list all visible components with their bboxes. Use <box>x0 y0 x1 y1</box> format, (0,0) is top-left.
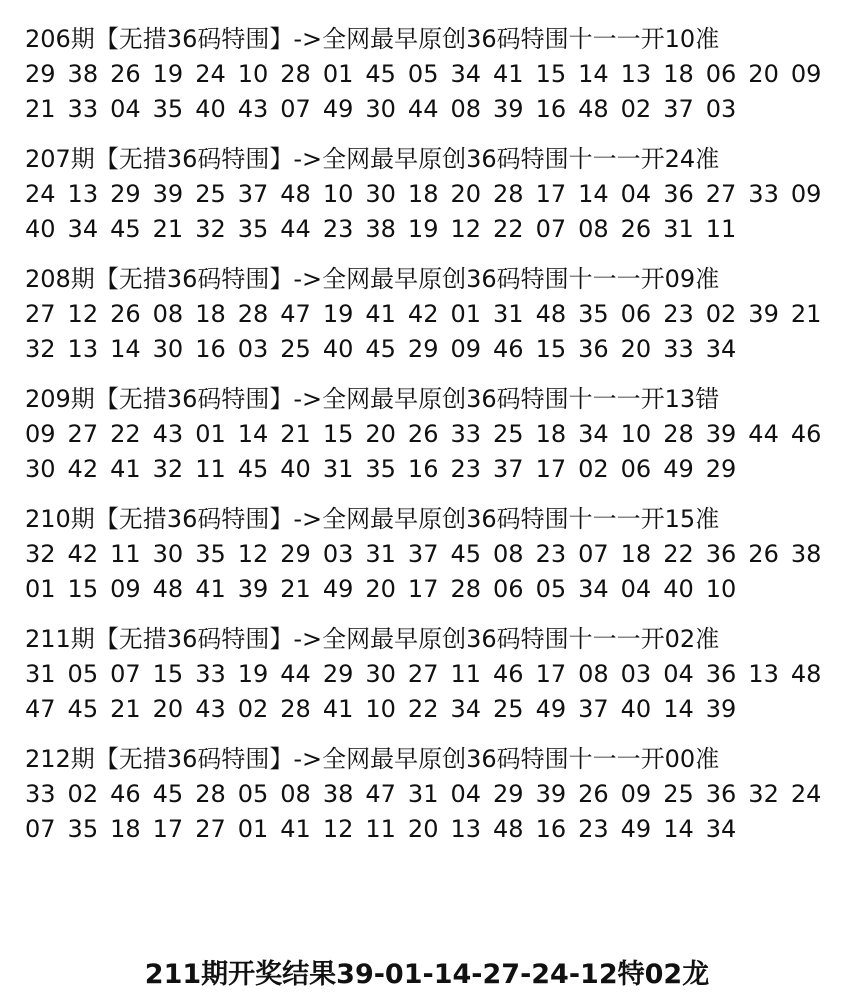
entry-208 <box>25 262 845 382</box>
number-cell: 05 <box>407 60 439 88</box>
number-cell: 32 <box>195 215 226 243</box>
number-cell: 36 <box>663 180 694 208</box>
number-cell: 18 <box>663 60 694 88</box>
numbers-row-1 <box>25 777 845 812</box>
numbers-row-1 <box>25 57 845 92</box>
entry-207 <box>25 142 845 262</box>
draw-result: 211期开奖结果39-01-14-27-24-12特02龙 <box>144 959 710 990</box>
number-cell: 33 <box>450 420 482 448</box>
number-cell: 16 <box>407 455 439 483</box>
number-cell: 38 <box>365 215 396 243</box>
number-cell: 34 <box>450 60 482 88</box>
number-cell: 37 <box>663 95 694 123</box>
number-cell: 21 <box>152 215 184 243</box>
number-cell: 07 <box>25 815 56 843</box>
number-cell: 28 <box>280 695 311 723</box>
number-cell: 28 <box>195 780 226 808</box>
number-cell: 20 <box>407 815 439 843</box>
number-cell: 06 <box>705 60 737 88</box>
number-cell: 26 <box>748 540 779 568</box>
number-cell: 29 <box>280 540 311 568</box>
number-cell: 02 <box>237 695 269 723</box>
number-cell: 06 <box>493 575 524 603</box>
number-cell: 02 <box>620 95 652 123</box>
number-cell: 19 <box>407 215 439 243</box>
number-cell: 43 <box>195 695 226 723</box>
entry-header: 209期【无措36码特围】->全网最早原创36码特围十一一开13错 <box>25 385 720 413</box>
number-cell: 11 <box>705 215 737 243</box>
number-cell: 20 <box>152 695 184 723</box>
number-cell: 18 <box>535 420 567 448</box>
number-cell: 37 <box>237 180 269 208</box>
number-cell: 27 <box>25 300 56 328</box>
number-cell: 09 <box>790 60 822 88</box>
number-cell: 37 <box>578 695 609 723</box>
number-cell: 14 <box>110 335 141 363</box>
number-cell: 41 <box>493 60 524 88</box>
number-cell: 39 <box>493 95 524 123</box>
number-cell: 21 <box>280 575 311 603</box>
number-cell: 22 <box>493 215 524 243</box>
number-cell: 01 <box>195 420 226 448</box>
number-cell: 16 <box>535 95 567 123</box>
number-cell: 12 <box>450 215 482 243</box>
number-cell: 33 <box>748 180 779 208</box>
number-cell: 03 <box>705 95 737 123</box>
number-cell: 08 <box>280 780 311 808</box>
number-cell: 40 <box>280 455 311 483</box>
number-cell: 26 <box>110 300 141 328</box>
number-cell: 42 <box>67 540 99 568</box>
numbers-row-2 <box>25 572 845 607</box>
number-cell: 27 <box>67 420 99 448</box>
number-cell: 29 <box>493 780 524 808</box>
number-cell: 09 <box>790 180 822 208</box>
number-cell: 03 <box>620 660 652 688</box>
number-cell: 05 <box>237 780 269 808</box>
number-cell: 08 <box>578 660 609 688</box>
number-cell: 15 <box>67 575 99 603</box>
number-cell: 31 <box>493 300 524 328</box>
number-cell: 42 <box>407 300 439 328</box>
number-cell: 08 <box>152 300 184 328</box>
number-cell: 27 <box>407 660 439 688</box>
entry-210 <box>25 502 845 622</box>
number-cell: 09 <box>620 780 652 808</box>
number-cell: 20 <box>748 60 779 88</box>
number-cell: 20 <box>365 420 396 448</box>
number-cell: 49 <box>322 575 354 603</box>
number-cell: 19 <box>237 660 269 688</box>
number-cell: 25 <box>195 180 226 208</box>
number-cell: 33 <box>663 335 694 363</box>
number-cell: 49 <box>535 695 567 723</box>
number-cell: 16 <box>195 335 226 363</box>
number-cell: 41 <box>110 455 141 483</box>
numbers-row-2 <box>25 332 845 367</box>
numbers-row-1 <box>25 297 845 332</box>
number-cell: 06 <box>620 455 652 483</box>
number-cell: 12 <box>237 540 269 568</box>
number-cell: 21 <box>790 300 822 328</box>
entry-211 <box>25 622 845 742</box>
number-cell: 10 <box>237 60 269 88</box>
number-cell: 29 <box>705 455 737 483</box>
number-cell: 38 <box>790 540 822 568</box>
number-cell: 08 <box>450 95 482 123</box>
number-cell: 26 <box>110 60 141 88</box>
number-cell: 05 <box>67 660 99 688</box>
numbers-row-2 <box>25 452 845 487</box>
number-cell: 01 <box>237 815 269 843</box>
number-cell: 21 <box>25 95 56 123</box>
number-cell: 08 <box>578 215 609 243</box>
numbers-row-2 <box>25 92 845 127</box>
number-cell: 13 <box>67 335 99 363</box>
number-cell: 01 <box>322 60 354 88</box>
number-cell: 30 <box>365 180 396 208</box>
number-cell: 40 <box>195 95 226 123</box>
entry-header: 211期【无措36码特围】->全网最早原创36码特围十一一开02准 <box>25 625 720 653</box>
number-cell: 07 <box>110 660 141 688</box>
number-cell: 31 <box>663 215 694 243</box>
number-cell: 41 <box>280 815 311 843</box>
number-cell: 18 <box>195 300 226 328</box>
number-cell: 37 <box>407 540 439 568</box>
number-cell: 40 <box>663 575 694 603</box>
number-cell: 25 <box>280 335 311 363</box>
number-cell: 11 <box>195 455 226 483</box>
number-cell: 35 <box>365 455 396 483</box>
number-cell: 36 <box>705 780 737 808</box>
number-cell: 31 <box>322 455 354 483</box>
number-cell: 03 <box>237 335 269 363</box>
number-cell: 14 <box>578 60 609 88</box>
number-cell: 15 <box>535 60 567 88</box>
number-cell: 31 <box>407 780 439 808</box>
number-cell: 08 <box>493 540 524 568</box>
number-cell: 13 <box>620 60 652 88</box>
number-cell: 45 <box>237 455 269 483</box>
number-cell: 02 <box>705 300 737 328</box>
number-cell: 48 <box>152 575 184 603</box>
number-cell: 38 <box>322 780 354 808</box>
number-cell: 46 <box>493 660 524 688</box>
number-cell: 28 <box>450 575 482 603</box>
number-cell: 11 <box>450 660 482 688</box>
number-cell: 41 <box>195 575 226 603</box>
number-cell: 06 <box>620 300 652 328</box>
number-cell: 44 <box>407 95 439 123</box>
number-cell: 32 <box>152 455 184 483</box>
number-cell: 23 <box>578 815 609 843</box>
numbers-row-2 <box>25 812 845 847</box>
number-cell: 34 <box>578 575 609 603</box>
number-cell: 23 <box>322 215 354 243</box>
number-cell: 45 <box>110 215 141 243</box>
number-cell: 24 <box>195 60 226 88</box>
number-cell: 40 <box>620 695 652 723</box>
number-cell: 30 <box>152 540 184 568</box>
number-cell: 47 <box>365 780 396 808</box>
number-cell: 38 <box>67 60 99 88</box>
prediction-list <box>25 22 845 862</box>
number-cell: 04 <box>620 180 652 208</box>
number-cell: 40 <box>25 215 56 243</box>
number-cell: 35 <box>578 300 609 328</box>
number-cell: 34 <box>67 215 99 243</box>
number-cell: 12 <box>67 300 99 328</box>
number-cell: 22 <box>407 695 439 723</box>
number-cell: 17 <box>535 455 567 483</box>
number-cell: 09 <box>450 335 482 363</box>
number-cell: 35 <box>195 540 226 568</box>
number-cell: 34 <box>578 420 609 448</box>
number-cell: 44 <box>280 660 311 688</box>
number-cell: 33 <box>25 780 56 808</box>
number-cell: 49 <box>322 95 354 123</box>
number-cell: 14 <box>237 420 269 448</box>
number-cell: 22 <box>663 540 694 568</box>
number-cell: 30 <box>25 455 56 483</box>
number-cell: 23 <box>450 455 482 483</box>
number-cell: 32 <box>25 335 56 363</box>
number-cell: 46 <box>790 420 822 448</box>
number-cell: 27 <box>705 180 737 208</box>
number-cell: 10 <box>705 575 737 603</box>
entry-212 <box>25 742 845 862</box>
number-cell: 44 <box>748 420 779 448</box>
number-cell: 43 <box>237 95 269 123</box>
number-cell: 35 <box>67 815 99 843</box>
numbers-row-2 <box>25 692 845 727</box>
entry-header: 206期【无措36码特围】->全网最早原创36码特围十一一开10准 <box>25 25 720 53</box>
numbers-row-2 <box>25 212 845 247</box>
number-cell: 16 <box>535 815 567 843</box>
number-cell: 39 <box>535 780 567 808</box>
number-cell: 22 <box>110 420 141 448</box>
number-cell: 07 <box>578 540 609 568</box>
number-cell: 26 <box>407 420 439 448</box>
number-cell: 47 <box>280 300 311 328</box>
number-cell: 10 <box>365 695 396 723</box>
number-cell: 19 <box>322 300 354 328</box>
number-cell: 15 <box>152 660 184 688</box>
number-cell: 48 <box>790 660 822 688</box>
number-cell: 30 <box>365 95 396 123</box>
number-cell: 24 <box>25 180 56 208</box>
number-cell: 18 <box>620 540 652 568</box>
number-cell: 04 <box>620 575 652 603</box>
number-cell: 34 <box>705 335 737 363</box>
number-cell: 36 <box>705 540 737 568</box>
number-cell: 49 <box>663 455 694 483</box>
number-cell: 34 <box>705 815 737 843</box>
number-cell: 04 <box>110 95 141 123</box>
entry-header: 210期【无措36码特围】->全网最早原创36码特围十一一开15准 <box>25 505 720 533</box>
number-cell: 30 <box>365 660 396 688</box>
entry-header: 207期【无措36码特围】->全网最早原创36码特围十一一开24准 <box>25 145 720 173</box>
number-cell: 01 <box>450 300 482 328</box>
number-cell: 42 <box>67 455 99 483</box>
number-cell: 25 <box>663 780 694 808</box>
numbers-row-1 <box>25 417 845 452</box>
number-cell: 21 <box>110 695 141 723</box>
number-cell: 13 <box>748 660 779 688</box>
number-cell: 17 <box>407 575 439 603</box>
number-cell: 39 <box>705 420 737 448</box>
number-cell: 09 <box>25 420 56 448</box>
number-cell: 26 <box>578 780 609 808</box>
number-cell: 45 <box>450 540 482 568</box>
number-cell: 33 <box>67 95 99 123</box>
number-cell: 17 <box>535 660 567 688</box>
number-cell: 14 <box>663 815 694 843</box>
number-cell: 45 <box>152 780 184 808</box>
number-cell: 32 <box>25 540 56 568</box>
number-cell: 39 <box>748 300 779 328</box>
number-cell: 45 <box>67 695 99 723</box>
number-cell: 11 <box>365 815 396 843</box>
number-cell: 17 <box>535 180 567 208</box>
number-cell: 07 <box>280 95 311 123</box>
number-cell: 47 <box>25 695 56 723</box>
number-cell: 04 <box>663 660 694 688</box>
number-cell: 10 <box>322 180 354 208</box>
number-cell: 29 <box>407 335 439 363</box>
number-cell: 26 <box>620 215 652 243</box>
number-cell: 15 <box>322 420 354 448</box>
number-cell: 40 <box>322 335 354 363</box>
number-cell: 41 <box>365 300 396 328</box>
number-cell: 25 <box>493 420 524 448</box>
number-cell: 33 <box>195 660 226 688</box>
numbers-row-1 <box>25 537 845 572</box>
number-cell: 01 <box>25 575 56 603</box>
entry-206 <box>25 22 845 142</box>
entry-header: 212期【无措36码特围】->全网最早原创36码特围十一一开00准 <box>25 745 720 773</box>
number-cell: 28 <box>493 180 524 208</box>
number-cell: 04 <box>450 780 482 808</box>
number-cell: 29 <box>25 60 56 88</box>
numbers-row-1 <box>25 657 845 692</box>
number-cell: 12 <box>322 815 354 843</box>
number-cell: 05 <box>535 575 567 603</box>
number-cell: 31 <box>25 660 56 688</box>
entry-209 <box>25 382 845 502</box>
number-cell: 48 <box>535 300 567 328</box>
number-cell: 37 <box>493 455 524 483</box>
number-cell: 35 <box>152 95 184 123</box>
number-cell: 27 <box>195 815 226 843</box>
number-cell: 48 <box>578 95 609 123</box>
number-cell: 32 <box>748 780 779 808</box>
number-cell: 18 <box>407 180 439 208</box>
number-cell: 09 <box>110 575 141 603</box>
number-cell: 28 <box>280 60 311 88</box>
number-cell: 11 <box>110 540 141 568</box>
number-cell: 20 <box>450 180 482 208</box>
number-cell: 25 <box>493 695 524 723</box>
number-cell: 13 <box>67 180 99 208</box>
number-cell: 48 <box>493 815 524 843</box>
number-cell: 02 <box>578 455 609 483</box>
number-cell: 35 <box>237 215 269 243</box>
number-cell: 36 <box>578 335 609 363</box>
number-cell: 48 <box>280 180 311 208</box>
number-cell: 19 <box>152 60 184 88</box>
number-cell: 14 <box>663 695 694 723</box>
number-cell: 49 <box>620 815 652 843</box>
number-cell: 28 <box>663 420 694 448</box>
number-cell: 20 <box>365 575 396 603</box>
number-cell: 18 <box>110 815 141 843</box>
number-cell: 36 <box>705 660 737 688</box>
number-cell: 07 <box>535 215 567 243</box>
number-cell: 15 <box>535 335 567 363</box>
entry-header: 208期【无措36码特围】->全网最早原创36码特围十一一开09准 <box>25 265 720 293</box>
number-cell: 28 <box>237 300 269 328</box>
number-cell: 39 <box>237 575 269 603</box>
number-cell: 17 <box>152 815 184 843</box>
number-cell: 39 <box>705 695 737 723</box>
number-cell: 43 <box>152 420 184 448</box>
number-cell: 29 <box>110 180 141 208</box>
number-cell: 23 <box>535 540 567 568</box>
number-cell: 39 <box>152 180 184 208</box>
number-cell: 24 <box>790 780 822 808</box>
number-cell: 46 <box>110 780 141 808</box>
number-cell: 41 <box>322 695 354 723</box>
number-cell: 45 <box>365 60 396 88</box>
number-cell: 23 <box>663 300 694 328</box>
number-cell: 44 <box>280 215 311 243</box>
number-cell: 46 <box>493 335 524 363</box>
numbers-row-1 <box>25 177 845 212</box>
number-cell: 20 <box>620 335 652 363</box>
number-cell: 03 <box>322 540 354 568</box>
number-cell: 10 <box>620 420 652 448</box>
number-cell: 21 <box>280 420 311 448</box>
number-cell: 13 <box>450 815 482 843</box>
number-cell: 02 <box>67 780 99 808</box>
number-cell: 34 <box>450 695 482 723</box>
number-cell: 14 <box>578 180 609 208</box>
number-cell: 30 <box>152 335 184 363</box>
number-cell: 29 <box>322 660 354 688</box>
number-cell: 31 <box>365 540 396 568</box>
number-cell: 45 <box>365 335 396 363</box>
